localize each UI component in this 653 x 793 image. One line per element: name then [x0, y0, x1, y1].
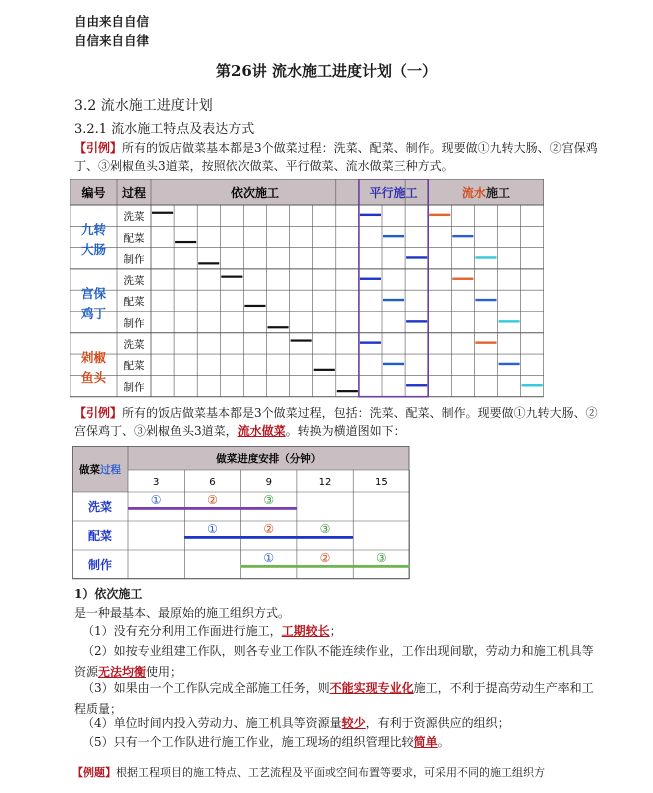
table2-header: 做菜进度安排（分钟） [216, 453, 322, 465]
table2-mark: ③ [375, 551, 387, 565]
motto-line-2: 自信来自自律 [74, 33, 150, 48]
table1-sequential-bar [175, 241, 196, 243]
intro-paragraph-2 [74, 404, 599, 440]
table1-flow-bar [452, 235, 473, 237]
table1-parallel-bar [383, 363, 404, 365]
table2-tick: 9 [265, 477, 272, 488]
intro2-tag: 【引例】 [74, 406, 123, 420]
table2-row-label: 配菜 [87, 529, 113, 543]
table2-bar [353, 565, 409, 568]
intro2-highlight: 流水做菜 [237, 424, 286, 438]
p5-text: （4）单位时间内投入劳动力、施工机具等资源量 [82, 716, 342, 730]
table2-mark: ① [207, 522, 218, 536]
table1-header-flow-b: 施工 [485, 186, 510, 200]
table2-corner-a: 做菜 [79, 464, 100, 476]
table1-flow-bar [499, 320, 520, 322]
table1-sequential-bar [291, 339, 312, 341]
p3-highlight: 无法均衡 [98, 665, 147, 679]
body-p6 [82, 732, 602, 753]
p3-text: （2）如按专业组建工作队，则各专业工作队不能连续作业，工作出现间歇，劳动力和施工机具等资源 [74, 644, 594, 679]
intro2-text-a: 所有的饭店做菜基本都是3个做菜过程，包括：洗菜、配菜、制作。现要做①九转大肠、②宫保鸡丁、③剁椒鱼头3道菜， [74, 406, 598, 438]
table1-step-label: 配菜 [123, 296, 145, 309]
table1-flow-bar [452, 278, 473, 280]
section-heading: 3.2 流水施工进度计划 [74, 98, 213, 114]
p4-end: 施工，不利于提高劳动生产率和工程质量； [74, 681, 594, 716]
table1-parallel-bar [383, 299, 404, 301]
p2-text: （1）没有充分利用工作面进行施工， [82, 624, 282, 638]
table2-grid [72, 446, 410, 579]
table2-corner [79, 463, 121, 476]
table1-sequential-bar [268, 326, 289, 328]
p2-highlight: 工期较长 [281, 624, 330, 638]
table1-flow-bar [475, 256, 496, 258]
intro2-text-b: 。转换为横道图如下： [285, 424, 406, 438]
table1-parallel-bar [406, 320, 427, 322]
table1-dish-label: 剁椒 [80, 349, 107, 365]
body-heading: 1）依次施工 [74, 587, 143, 601]
p2-end: ； [329, 624, 342, 638]
table1-parallel-bar [406, 256, 427, 258]
page-title: 第26讲 流水施工进度计划（一） [215, 62, 438, 80]
table1-step-label: 制作 [123, 317, 145, 330]
table1-grid [70, 179, 544, 397]
table1-flow-bar [429, 214, 450, 216]
body-p5 [82, 713, 602, 734]
table2-mark: ③ [263, 493, 275, 507]
p5-highlight: 较少 [341, 716, 366, 730]
table1-sequential-bar [314, 369, 335, 371]
table2-corner-b: 过程 [100, 464, 121, 476]
table1-dish-label: 九转 [80, 221, 107, 237]
table1-header-flow [462, 185, 510, 200]
intro-paragraph-1 [74, 139, 599, 175]
table2-bar [297, 565, 353, 568]
table1-flow-bar [475, 299, 496, 301]
table1-flow-bar [499, 363, 520, 365]
table1-header-flow-a: 流水 [461, 186, 486, 200]
p3-end: 使用； [146, 665, 183, 679]
table1-step-label: 洗菜 [123, 274, 145, 287]
example-tag: 【例题】 [72, 766, 116, 779]
p6-text: （5）只有一个工作队进行施工作业，施工现场的组织管理比较 [82, 735, 414, 749]
table2-mark: ① [150, 493, 162, 507]
motto-line-1: 自由来自自信 [74, 14, 150, 29]
table2-mark: ③ [319, 522, 331, 536]
table1-parallel-bar [406, 384, 427, 386]
table2-mark: ② [263, 522, 275, 536]
table1-header-process: 过程 [121, 186, 147, 200]
table2-bar [184, 536, 240, 539]
p5-end: ，有利于资源供应的组织； [365, 716, 510, 730]
table1-parallel-bar [360, 341, 381, 343]
subsection-heading: 3.2.1 流水施工特点及表达方式 [74, 122, 255, 137]
table1-flow-bar [475, 341, 496, 343]
p4-text: （3）如果由一个工作队完成全部施工任务，则 [82, 681, 330, 695]
table2-row-label: 制作 [87, 558, 113, 572]
p4-highlight: 不能实现专业化 [329, 681, 414, 695]
table2-bar [241, 507, 297, 510]
table1-parallel-bar [360, 214, 381, 216]
construction-methods-table [70, 179, 544, 399]
example-text: 根据工程项目的施工特点、工艺流程及平面或空间布置等要求，可采用不同的施工组织方 [116, 766, 545, 779]
table1-dish-label: 鸡丁 [80, 305, 107, 321]
table2-bar [241, 536, 297, 539]
table2-tick: 3 [152, 477, 160, 488]
table2-row-label: 洗菜 [87, 500, 113, 514]
table2-mark: ② [207, 493, 218, 507]
p6-highlight: 简单 [413, 735, 438, 749]
table1-header-parallel: 平行施工 [369, 186, 418, 200]
table2-bar [297, 536, 353, 539]
table1-step-label: 洗菜 [123, 211, 145, 223]
table1-sequential-bar [198, 262, 219, 264]
table2-bar [128, 507, 184, 510]
intro-text: 所有的饭店做菜基本都是3个做菜过程：洗菜、配菜、制作。现要做①九转大肠、②宫保鸡丁、③剁椒鱼头3道菜，按照依次做菜、平行做菜、流水做菜三种方式。 [74, 141, 598, 173]
table2-mark: ① [263, 551, 275, 565]
p6-end: 。 [437, 735, 450, 749]
table1-sequential-bar [221, 276, 242, 278]
body-p2 [82, 621, 602, 642]
table1-step-label: 制作 [123, 381, 145, 394]
table1-header-sequential: 依次施工 [230, 186, 279, 200]
table1-parallel-bar [383, 235, 404, 237]
table1-flow-bar [522, 384, 543, 386]
table1-sequential-bar [244, 305, 265, 307]
gantt-table [72, 446, 412, 580]
table1-sequential-bar [152, 212, 173, 214]
table1-step-label: 洗菜 [123, 338, 145, 351]
table1-dish-label: 宫保 [80, 285, 107, 301]
body-p1: 是一种最基本、最原始的施工组织方式。 [74, 606, 291, 620]
table1-step-label: 配菜 [123, 360, 145, 373]
example-line [72, 764, 612, 780]
table2-mark: ② [319, 551, 331, 565]
body-p3 [74, 641, 599, 683]
table1-header-id: 编号 [81, 186, 106, 200]
table2-bar [184, 507, 240, 510]
table2-tick: 12 [318, 477, 332, 488]
table2-tick: 15 [374, 477, 388, 488]
table1-step-label: 配菜 [123, 232, 145, 245]
table1-sequential-bar [337, 390, 358, 392]
table1-dish-label: 鱼头 [80, 369, 107, 385]
table2-tick: 6 [209, 477, 216, 488]
table1-dish-label: 大肠 [80, 241, 107, 257]
table2-bar [241, 565, 297, 568]
table1-step-label: 制作 [123, 253, 145, 266]
intro-tag: 【引例】 [74, 141, 123, 155]
table1-parallel-bar [360, 278, 381, 280]
